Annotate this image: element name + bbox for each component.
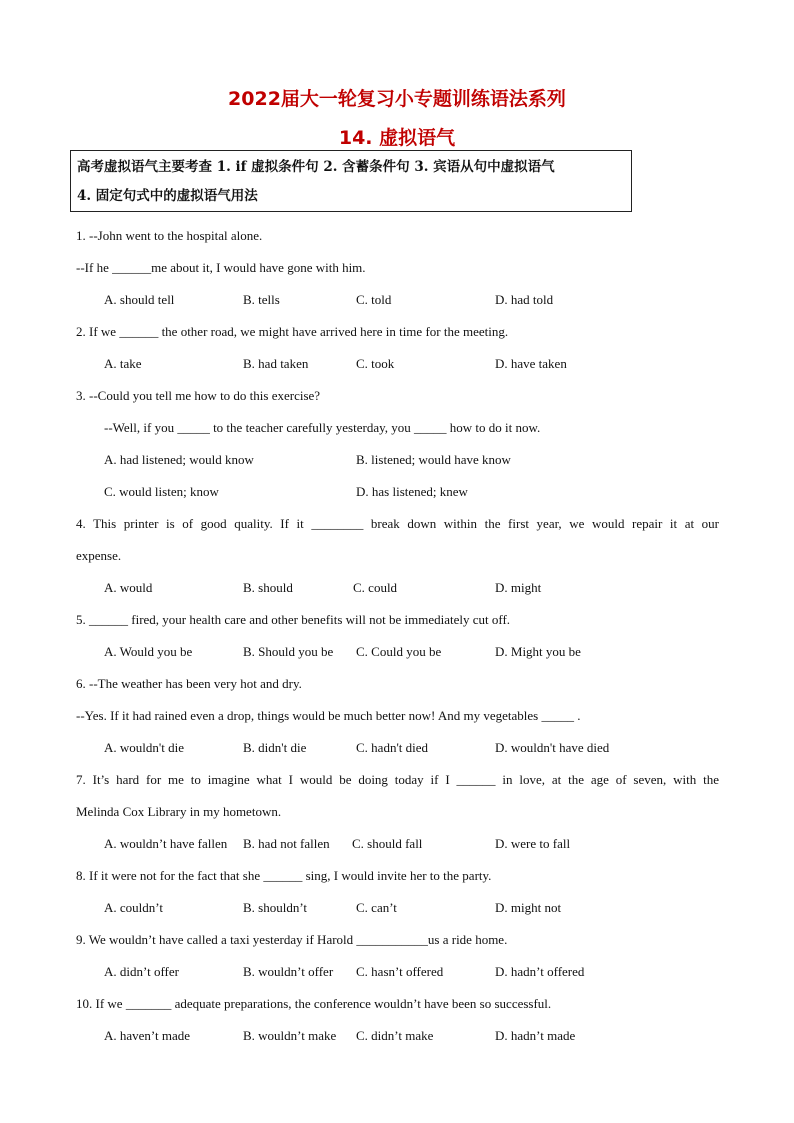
question-10-option-d: D. hadn’t made [495,1028,576,1043]
question-1-option-a: A. should tell [104,292,175,307]
question-8-option-c: C. can’t [356,900,397,915]
question-1-line-1: 1. --John went to the hospital alone. [76,228,263,243]
question-7-option-b: B. had not fallen [243,836,330,851]
question-2-option-b: B. had taken [243,356,309,371]
document-title: 2022届大一轮复习小专题训练语法系列 [228,88,566,110]
question-9-option-d: D. hadn’t offered [495,964,585,979]
question-9-option-a: A. didn’t offer [104,964,179,979]
question-7-option-c: C. should fall [352,836,423,851]
question-5-option-c: C. Could you be [356,644,442,659]
question-4-option-a: A. would [104,580,153,595]
question-2-option-d: D. have taken [495,356,567,371]
question-10-line-1: 10. If we _______ adequate preparations, the conference wouldn’t have been so successful. [76,996,552,1011]
question-6-option-d: D. wouldn't have died [495,740,610,755]
question-3-line-2: --Well, if you _____ to the teacher carefully yesterday, you _____ how to do it now. [104,420,541,435]
question-6-option-b: B. didn't die [243,740,307,755]
document-subtitle: 14. 虚拟语气 [338,127,456,149]
question-1-option-c: C. told [356,292,392,307]
question-6-line-1: 6. --The weather has been very hot and dry. [76,676,302,691]
question-4-option-b: B. should [243,580,293,595]
question-10-option-b: B. wouldn’t make [243,1028,337,1043]
intro-line-1: 高考虚拟语气主要考查 1. if 虚拟条件句 2. 含蓄条件句 3. 宾语从句中虚拟语气 [77,159,555,175]
question-1-option-d: D. had told [495,292,554,307]
question-2-option-c: C. took [356,356,395,371]
question-10-option-c: C. didn’t make [356,1028,434,1043]
question-7-option-a: A. wouldn’t have fallen [104,836,228,851]
question-8-option-a: A. couldn’t [104,900,163,915]
question-1-option-b: B. tells [243,292,280,307]
question-2-option-a: A. take [104,356,142,371]
question-9-option-b: B. wouldn’t offer [243,964,334,979]
question-10-option-a: A. haven’t made [104,1028,191,1043]
question-3-option-c: C. would listen; know [104,484,219,499]
question-7-option-d: D. were to fall [495,836,571,851]
intro-box [70,150,632,212]
intro-line-2: 4. 固定句式中的虚拟语气用法 [77,188,258,204]
question-5-line-1: 5. ______ fired, your health care and other benefits will not be immediately cut off. [76,612,511,627]
question-4-option-c: C. could [353,580,398,595]
question-4-line-1: 4. This printer is of good quality. If it ________ break down within the first year, we would repair it at our [76,516,719,531]
question-6-option-a: A. wouldn't die [104,740,184,755]
question-2-line-1: 2. If we ______ the other road, we might have arrived here in time for the meeting. [76,324,509,339]
question-9-line-1: 9. We wouldn’t have called a taxi yesterday if Harold ___________us a ride home. [76,932,508,947]
question-3-option-a: A. had listened; would know [104,452,254,467]
question-8-option-b: B. shouldn’t [243,900,308,915]
question-6-line-2: --Yes. If it had rained even a drop, things would be much better now! And my vegetables _____ . [76,708,581,723]
question-8-line-1: 8. If it were not for the fact that she ______ sing, I would invite her to the party. [76,868,492,883]
question-3-line-1: 3. --Could you tell me how to do this exercise? [76,388,321,403]
question-5-option-b: B. Should you be [243,644,334,659]
question-3-option-d: D. has listened; knew [356,484,468,499]
question-5-option-a: A. Would you be [104,644,193,659]
question-5-option-d: D. Might you be [495,644,581,659]
question-7-line-1: 7. It’s hard for me to imagine what I would be doing today if I ______ in love, at the age of seven, with the [76,772,719,787]
question-3-option-b: B. listened; would have know [356,452,511,467]
question-4-option-d: D. might [495,580,542,595]
question-1-line-2: --If he ______me about it, I would have gone with him. [76,260,366,275]
question-4-line-2: expense. [76,548,122,563]
question-8-option-d: D. might not [495,900,562,915]
question-7-line-2: Melinda Cox Library in my hometown. [76,804,282,819]
question-9-option-c: C. hasn’t offered [356,964,444,979]
question-6-option-c: C. hadn't died [356,740,429,755]
